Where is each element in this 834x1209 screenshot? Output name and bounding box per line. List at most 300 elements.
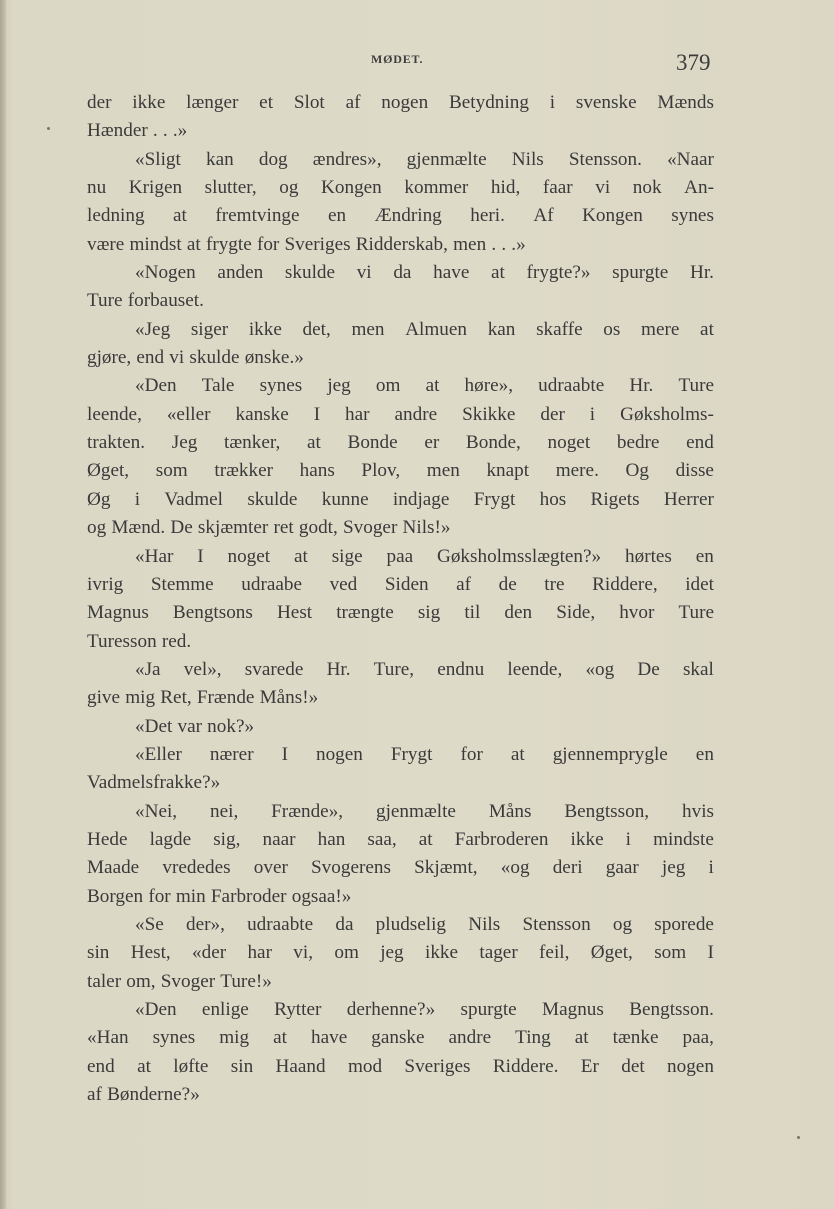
word: Ture, — [373, 658, 415, 680]
word: slutter, — [204, 177, 257, 199]
word: der», — [185, 913, 225, 935]
word: Ridderskab, — [355, 233, 448, 255]
word: Bengtsson. — [629, 999, 714, 1020]
word: Svoger — [342, 517, 398, 539]
word: Slot — [293, 92, 325, 113]
word: Svogerens — [311, 857, 391, 879]
word: deri — [552, 857, 583, 879]
word: at — [510, 743, 525, 765]
word: I — [281, 743, 288, 765]
word: paa — [386, 545, 414, 567]
word: Herrer — [663, 488, 714, 510]
word: spurgte — [612, 262, 669, 284]
word: om — [375, 375, 401, 397]
word: Krigen — [128, 177, 183, 199]
word: det — [621, 1055, 645, 1077]
word: naar — [262, 828, 296, 850]
word: sporede — [654, 913, 714, 935]
word: . — [491, 233, 497, 255]
word: gjøre, — [87, 347, 132, 369]
word: mod — [347, 1055, 383, 1077]
word: endnu — [437, 658, 485, 680]
word: Magnus — [87, 602, 149, 624]
word: Ture — [678, 602, 714, 624]
word: Siden — [384, 573, 429, 595]
word: «Eller — [135, 743, 182, 765]
word: i — [589, 403, 596, 425]
word: bedre — [616, 432, 660, 454]
word: Bonde, — [465, 432, 521, 454]
word: os — [603, 318, 621, 340]
word: Farbroderen — [454, 828, 549, 850]
word: men — [351, 318, 385, 340]
word: svenske — [575, 92, 637, 113]
word: vi — [356, 262, 372, 284]
word: at — [137, 1055, 151, 1077]
word: end — [87, 1055, 115, 1077]
word: til — [464, 602, 481, 624]
word: Gøksholms- — [620, 403, 714, 425]
word: Hænder — [87, 120, 148, 142]
word: De — [170, 517, 193, 539]
word: «Den — [135, 375, 177, 397]
text-line — [87, 231, 714, 259]
word: Øget, — [87, 460, 130, 482]
word: «Ja — [135, 658, 161, 680]
word: Rigets — [590, 488, 640, 510]
word: og — [87, 517, 107, 539]
text-line — [87, 174, 714, 202]
word: udraabte — [247, 913, 314, 935]
word: vel», — [183, 658, 222, 680]
word: Kongen — [321, 177, 382, 199]
word: for — [256, 233, 280, 255]
word: «og — [585, 658, 615, 680]
word: Hest, — [130, 942, 171, 964]
word: udraabe — [241, 573, 302, 595]
word: er — [424, 432, 440, 454]
text-line — [87, 514, 714, 542]
word: Riddere, — [592, 573, 658, 595]
word: da — [393, 262, 412, 284]
word: vi — [169, 347, 185, 369]
word: fremtvinge — [215, 205, 300, 227]
word: pludselig — [375, 913, 447, 935]
text-line — [87, 798, 714, 826]
text-line — [87, 457, 714, 485]
word: jeg — [661, 857, 686, 879]
word: at — [491, 262, 505, 284]
text-line — [87, 826, 714, 854]
word: ikke — [132, 92, 166, 113]
word: Ture!» — [220, 970, 272, 992]
word: kommer — [404, 177, 469, 199]
word: om, — [126, 970, 156, 992]
text-line — [87, 543, 714, 571]
word: tre — [544, 573, 565, 595]
word: Øg — [87, 488, 111, 510]
word: Frygt — [473, 488, 516, 510]
word: Vadmelsfrakke?» — [87, 772, 221, 794]
word: spurgte — [460, 999, 517, 1020]
word: ønske.» — [244, 347, 304, 369]
word: af — [456, 573, 472, 595]
word: I — [707, 942, 714, 964]
text-line — [87, 599, 714, 627]
text-line — [87, 968, 714, 996]
word: gaar — [605, 857, 639, 879]
text-line — [87, 1081, 714, 1109]
word: Bonde — [347, 432, 398, 454]
page-number: 379 — [676, 50, 711, 75]
word: leende, — [87, 403, 142, 425]
word: kan — [487, 318, 516, 340]
word: «Han — [87, 1027, 129, 1049]
word: Stensson — [522, 913, 591, 935]
word: og — [279, 177, 299, 199]
word: Måns!» — [259, 687, 319, 709]
text-line — [87, 656, 714, 684]
word: Farbroder — [210, 885, 287, 907]
word: «Nei, — [135, 800, 178, 822]
word: mindste — [653, 828, 714, 850]
word: «eller — [166, 403, 211, 425]
word: «Det — [135, 715, 173, 737]
word: det, — [302, 318, 331, 340]
word: Riddere. — [492, 1055, 559, 1077]
word: «der — [192, 942, 227, 964]
word: ved — [329, 573, 358, 595]
word: Plov, — [361, 460, 401, 482]
word: nogen — [381, 92, 429, 113]
word: for — [460, 743, 483, 765]
word: der — [87, 92, 112, 113]
word: godt, — [298, 517, 338, 539]
word: høre», — [464, 375, 514, 397]
word: i — [134, 488, 141, 510]
word: sig — [417, 602, 441, 624]
text-line — [87, 401, 714, 429]
word: Side, — [556, 602, 596, 624]
word: og — [612, 913, 633, 935]
word: I — [197, 545, 204, 567]
word: kanske — [235, 403, 289, 425]
word: «Har — [135, 545, 174, 567]
word: «Nogen — [135, 262, 196, 284]
word: Mænd. — [111, 517, 166, 539]
word: disse — [675, 460, 714, 482]
word: Jeg — [171, 432, 198, 454]
word: Sveriges — [284, 233, 351, 255]
text-line — [87, 769, 714, 797]
word: De — [637, 658, 660, 680]
word: enlige — [201, 999, 249, 1020]
word: skjæmter — [197, 517, 269, 539]
word: gjenmælte — [375, 800, 456, 822]
word: sig, — [213, 828, 241, 850]
word: for — [148, 885, 171, 907]
word: leende, — [507, 658, 563, 680]
word: som — [654, 942, 687, 964]
paper-speck — [797, 1136, 800, 1139]
word: hos — [539, 488, 567, 510]
word: «Den — [135, 999, 177, 1020]
word: skulde — [284, 262, 336, 284]
text-line — [87, 1024, 714, 1052]
word: i — [549, 92, 556, 113]
text-line — [87, 372, 714, 400]
text-line — [87, 344, 714, 372]
word: forbauset. — [127, 290, 204, 312]
word: Skjæmt, — [414, 857, 478, 879]
word: Hr. — [326, 658, 351, 680]
word: en — [695, 545, 714, 567]
word: Ture — [87, 290, 123, 312]
word: mere — [641, 318, 680, 340]
word: Borgen — [87, 885, 144, 907]
word: noget — [547, 432, 591, 454]
word: «Naar — [667, 148, 714, 170]
text-line — [87, 911, 714, 939]
word: anden — [217, 262, 264, 284]
word: sin — [87, 942, 110, 964]
word: Turesson — [87, 630, 157, 652]
word: har — [345, 403, 370, 425]
word: i — [708, 857, 714, 879]
word: feil, — [539, 942, 570, 964]
word: sige — [331, 545, 363, 567]
word: mig — [219, 1027, 250, 1049]
word: Bengtsson, — [564, 800, 650, 822]
word: vi, — [293, 942, 314, 964]
word: Bengtsons — [172, 602, 253, 624]
word: Svoger — [160, 970, 216, 992]
word: var — [177, 715, 202, 737]
word: ikke — [570, 828, 604, 850]
word: Mænds — [657, 92, 714, 113]
word: Hede — [87, 828, 128, 850]
word: skal — [682, 658, 714, 680]
word: hørtes — [625, 545, 672, 567]
word: længer — [186, 92, 239, 113]
word: den — [504, 602, 533, 624]
word: mig — [125, 687, 156, 709]
word: synes — [152, 1027, 196, 1049]
word: andre — [448, 1027, 492, 1049]
word: at — [186, 233, 201, 255]
word: over — [253, 857, 288, 879]
word: Nils!» — [402, 517, 451, 539]
text-line — [87, 741, 714, 769]
word: mere. — [555, 460, 599, 482]
text-line — [87, 117, 714, 145]
word: andre — [394, 403, 438, 425]
word: hid, — [490, 177, 521, 199]
word: Frænde», — [271, 800, 344, 822]
word: «og — [500, 857, 530, 879]
word: Stemme — [150, 573, 214, 595]
word: da — [335, 913, 354, 935]
word: Ændring — [374, 205, 442, 227]
word: min — [175, 885, 206, 907]
word: trakten. — [87, 432, 146, 454]
word: Af — [533, 205, 554, 227]
word: Maade — [87, 857, 140, 879]
text-line — [87, 259, 714, 287]
word: gjenmælte — [406, 148, 487, 170]
word: Frænde — [196, 687, 255, 709]
word: jeg — [380, 942, 404, 964]
word: .» — [511, 233, 526, 255]
word: nærer — [209, 743, 254, 765]
word: trængte — [336, 602, 394, 624]
word: Nils — [468, 913, 501, 935]
word: end — [686, 432, 714, 454]
word: at — [293, 545, 308, 567]
word: ganske — [371, 1027, 425, 1049]
word: at — [425, 375, 440, 397]
word: Hest — [276, 602, 313, 624]
word: ogsaa!» — [291, 885, 352, 907]
word: at — [273, 1027, 287, 1049]
word: paa, — [682, 1027, 714, 1049]
word: vi — [595, 177, 611, 199]
word: .» — [172, 120, 188, 142]
text-line — [87, 287, 714, 315]
word: frygte — [205, 233, 252, 255]
word: ret — [273, 517, 294, 539]
text-line — [87, 713, 714, 741]
word: sin — [230, 1055, 254, 1077]
word: nei, — [210, 800, 239, 822]
word: Er — [580, 1055, 599, 1077]
word: Ture — [678, 375, 714, 397]
word: ivrig — [87, 573, 124, 595]
word: Stensson. — [568, 148, 642, 170]
word: men — [426, 460, 460, 482]
word: nok — [632, 177, 662, 199]
word: Ting — [515, 1027, 551, 1049]
word: Nils — [511, 148, 544, 170]
word: en — [695, 743, 714, 765]
word: indjage — [392, 488, 450, 510]
word: skulde — [247, 488, 298, 510]
word: af — [345, 92, 361, 113]
word: har — [247, 942, 272, 964]
word: nu — [87, 177, 107, 199]
word: skulde — [189, 347, 240, 369]
word: at — [173, 205, 187, 227]
page-gutter-edge — [0, 0, 6, 1209]
word: have — [433, 262, 470, 284]
word: at — [306, 432, 321, 454]
word: Frygt — [390, 743, 433, 765]
word: Vadmel — [164, 488, 224, 510]
text-line — [87, 429, 714, 457]
word: være — [87, 233, 125, 255]
word: noget — [227, 545, 271, 567]
word: «Se — [135, 913, 164, 935]
running-head: MØDET. — [371, 52, 424, 66]
word: nogen — [315, 743, 363, 765]
word: heri. — [470, 205, 505, 227]
word: derhenne?» — [346, 999, 436, 1020]
text-line — [87, 628, 714, 656]
word: «Sligt — [135, 148, 181, 170]
word: Gøksholmsslægten?» — [436, 545, 602, 567]
word: ændres», — [312, 148, 382, 170]
word: et — [259, 92, 274, 113]
word: knapt — [486, 460, 530, 482]
word: nok?» — [207, 715, 255, 737]
word: mindst — [129, 233, 182, 255]
text-line — [87, 146, 714, 174]
word: at — [418, 828, 433, 850]
word: hvis — [682, 800, 714, 822]
word: løfte — [173, 1055, 209, 1077]
word: hans — [299, 460, 335, 482]
word: . — [501, 233, 507, 255]
word: skaffe — [536, 318, 583, 340]
text-line — [87, 89, 714, 117]
word: tager — [479, 942, 518, 964]
word: Øget, — [590, 942, 633, 964]
word: dog — [258, 148, 288, 170]
word: lagde — [149, 828, 192, 850]
word: Rytter — [274, 999, 322, 1020]
text-line — [87, 684, 714, 712]
word: men — [453, 233, 487, 255]
word: Magnus — [542, 999, 604, 1020]
word: siger — [190, 318, 229, 340]
word: i — [625, 828, 632, 850]
word: idet — [685, 573, 714, 595]
text-line — [87, 854, 714, 882]
text-line — [87, 1053, 714, 1081]
word: end — [136, 347, 165, 369]
word: en — [328, 205, 347, 227]
word: udraabte — [538, 375, 605, 397]
word: I — [313, 403, 321, 425]
word: . — [162, 120, 168, 142]
word: kan — [206, 148, 234, 170]
word: hvor — [619, 602, 655, 624]
word: af — [87, 1084, 102, 1106]
word: synes — [671, 205, 714, 227]
text-line — [87, 202, 714, 230]
text-line — [87, 571, 714, 599]
word: Almuen — [405, 318, 468, 340]
text-line — [87, 486, 714, 514]
word: Sveriges — [404, 1055, 471, 1077]
word: red. — [161, 630, 192, 652]
text-line — [87, 316, 714, 344]
word: Tale — [201, 375, 235, 397]
word: . — [152, 120, 158, 142]
word: «Jeg — [135, 318, 171, 340]
body-text — [87, 89, 714, 1109]
word: have — [310, 1027, 348, 1049]
word: Ret, — [160, 687, 192, 709]
word: der — [540, 403, 565, 425]
text-line — [87, 939, 714, 967]
word: svarede — [244, 658, 304, 680]
word: ikke — [248, 318, 282, 340]
word: om — [334, 942, 359, 964]
word: saa, — [367, 828, 397, 850]
word: Bønderne?» — [107, 1084, 200, 1106]
word: Hr. — [689, 262, 714, 284]
